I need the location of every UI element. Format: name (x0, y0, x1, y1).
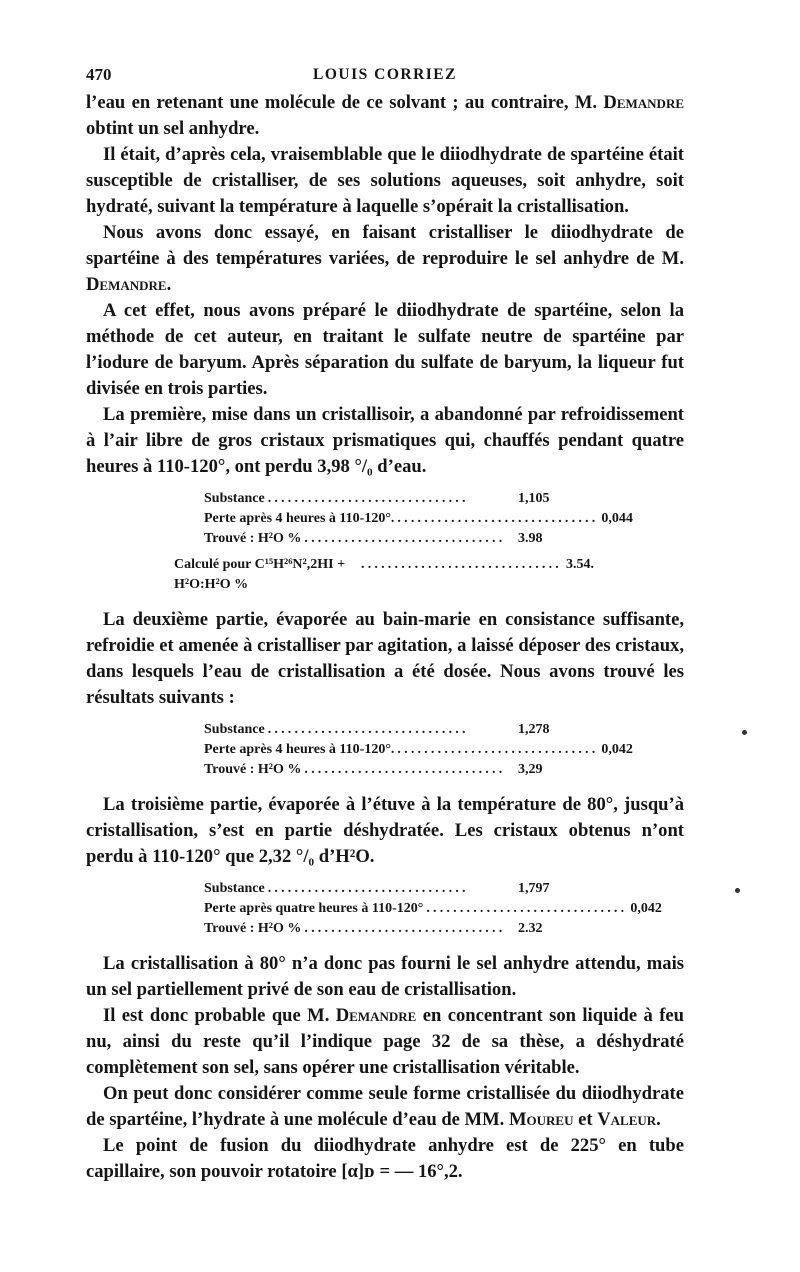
paragraph-11: Le point de fusion du diiodhydrate anhydre est de 225° en tube capillaire, son pouvoir rotatoire [α]ᴅ = — 16°,2. (86, 1135, 684, 1182)
running-title: LOUIS CORRIEZ (313, 66, 457, 83)
paragraph-4: A cet effet, nous avons préparé le diiodhydrate de spartéine, selon la méthode de cet auteur, en traitant le sulfate neutre de spartéine par l’iodure de baryum. Après séparation du sulfate de baryum, la liqueur fut divisée en trois parties. (86, 300, 684, 399)
paragraph-7: La troisième partie, évaporée à l’étuve à la température de 80°, jusqu’à cristallisation, s’est en partie déshydratée. Les cristaux obtenus n’ont perdu à 110-120° que 2,32 °/₀ d’H²O. (86, 794, 684, 867)
author-name: Moureu (508, 1109, 574, 1130)
table-row: Substance .............................. 1,278 (204, 722, 550, 737)
margin-speck (742, 730, 747, 735)
table-row: Trouvé : H²O % .............................. 2.32 (204, 921, 543, 936)
book-page (86, 62, 684, 1185)
author-name: Demandre (86, 274, 167, 295)
author-name: Valeur (597, 1109, 657, 1130)
results-table-2 (86, 720, 684, 780)
calculated-row: Calculé pour C¹⁵H²⁶N²,2HI + H²O:H²O % .............................. 3.54. (174, 557, 594, 592)
table-row: Substance .............................. 1,797 (204, 881, 550, 896)
author-name: Demandre (603, 92, 684, 113)
paragraph-3: Nous avons donc essayé, en faisant cristalliser le diiodhydrate de spartéine à des températures variées, de reproduire le sel anhydre de M. Demandre. (86, 222, 684, 295)
results-table-1 (86, 489, 684, 595)
page-number: 470 (86, 65, 112, 84)
page-header (86, 62, 684, 90)
paragraph-2: Il était, d’après cela, vraisemblable que le diiodhydrate de spartéine était susceptible de cristalliser, de ses solutions aqueuses, soit anhydre, soit hydraté, suivant la température à laquelle s’opérait la cristallisation. (86, 144, 684, 217)
table-row: Trouvé : H²O % .............................. 3.98 (204, 531, 543, 546)
paragraph-10: On peut donc considérer comme seule forme cristallisée du diiodhydrate de spartéine, l’hydrate à une molécule d’eau de MM. Moureu et Valeur. (86, 1083, 684, 1130)
table-row: Substance .............................. 1,105 (204, 491, 550, 506)
paragraph-1: l’eau en retenant une molécule de ce solvant ; au contraire, M. Demandre obtint un sel anhydre. (86, 92, 684, 139)
results-table-3 (86, 879, 684, 939)
author-name: Demandre (335, 1005, 417, 1026)
paragraph-9: Il est donc probable que M. Demandre en concentrant son liquide à feu nu, ainsi du reste qu’il l’indique page 32 de sa thèse, a déshydraté complètement son sel, sans opérer une cristallisation véritable. (86, 1005, 684, 1078)
table-row: Perte après 4 heures à 110-120°. .............................. 0,042 (204, 742, 633, 757)
table-row: Perte après quatre heures à 110-120° .............................. 0,042 (204, 901, 662, 916)
paragraph-5: La première, mise dans un cristallisoir, a abandonné par refroidissement à l’air libre de gros cristaux prismatiques qui, chauffés pendant quatre heures à 110-120°, ont perdu 3,98 °/₀ d’eau. (86, 404, 684, 477)
table-row: Perte après 4 heures à 110-120°. .............................. 0,044 (204, 511, 633, 526)
table-row: Trouvé : H²O % .............................. 3,29 (204, 762, 543, 777)
margin-speck (735, 888, 740, 893)
paragraph-6: La deuxième partie, évaporée au bain-marie en consistance suffisante, refroidie et amenée à cristalliser par agitation, a laissé déposer des cristaux, dans lesquels l’eau de cristallisation a été dosée. Nous avons trouvé les résultats suivants : (86, 609, 684, 708)
paragraph-8: La cristallisation à 80° n’a donc pas fourni le sel anhydre attendu, mais un sel partiellement privé de son eau de cristallisation. (86, 953, 684, 1000)
